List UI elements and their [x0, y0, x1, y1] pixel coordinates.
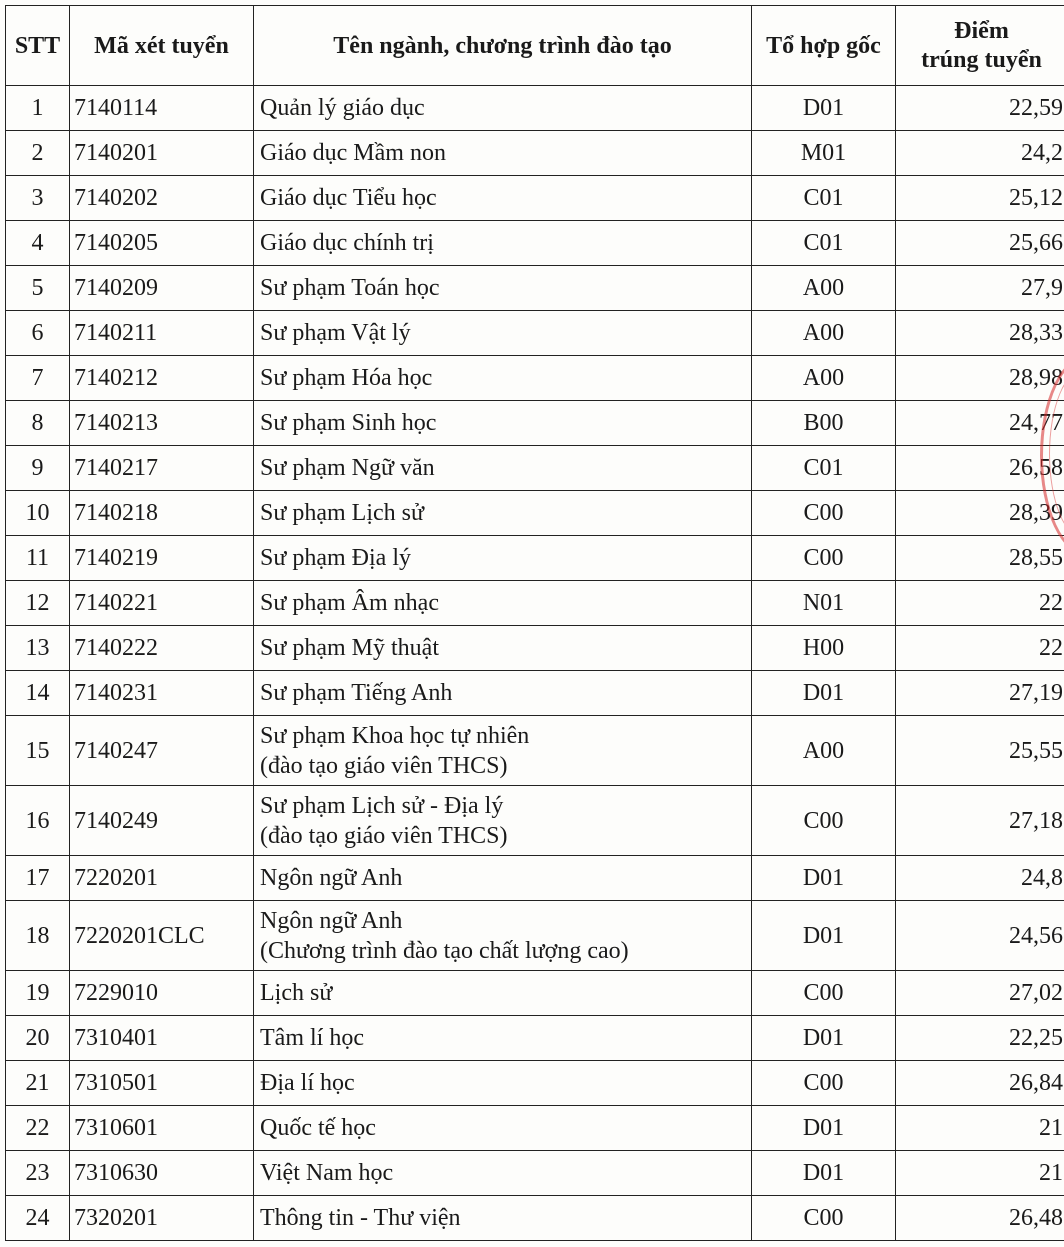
row-program-name-line: Thông tin - Thư viện [260, 1205, 461, 1231]
header-score [896, 6, 1064, 86]
row-score: 26,58 [896, 446, 1064, 491]
row-score: 22 [896, 581, 1064, 626]
row-program-name [254, 856, 752, 901]
row-program-name-line: Sư phạm Âm nhạc [260, 590, 439, 616]
row-score: 26,84 [896, 1061, 1064, 1106]
row-program-name-line: Tâm lí học [260, 1025, 364, 1051]
row-score: 24,8 [896, 856, 1064, 901]
row-score: 24,77 [896, 401, 1064, 446]
row-program-name [254, 536, 752, 581]
row-combo: C00 [752, 971, 896, 1016]
header-stt: STT [6, 6, 70, 86]
row-combo: A00 [752, 311, 896, 356]
row-code: 7140221 [70, 581, 254, 626]
row-score: 28,39 [896, 491, 1064, 536]
row-combo: M01 [752, 131, 896, 176]
row-program-name-line: Sư phạm Địa lý [260, 545, 411, 571]
row-stt: 2 [6, 131, 70, 176]
row-code: 7140247 [70, 716, 254, 786]
row-program-name-line: Sư phạm Vật lý [260, 320, 411, 346]
row-stt: 12 [6, 581, 70, 626]
row-stt: 21 [6, 1061, 70, 1106]
row-program-name [254, 1196, 752, 1241]
row-code: 7310401 [70, 1016, 254, 1061]
row-program-name-line: Sư phạm Khoa học tự nhiên [260, 722, 530, 749]
row-program-name [254, 311, 752, 356]
row-combo: D01 [752, 86, 896, 131]
row-combo: D01 [752, 901, 896, 971]
table-row [6, 131, 1064, 176]
table-row [6, 671, 1064, 716]
row-combo: C01 [752, 221, 896, 266]
row-stt: 11 [6, 536, 70, 581]
row-program-name [254, 671, 752, 716]
row-program-name [254, 1106, 752, 1151]
row-stt: 15 [6, 716, 70, 786]
row-combo: C00 [752, 786, 896, 856]
row-score: 21 [896, 1151, 1064, 1196]
table-row [6, 266, 1064, 311]
row-program-name-line: Lịch sử [260, 980, 333, 1006]
row-score: 21 [896, 1106, 1064, 1151]
row-code: 7140222 [70, 626, 254, 671]
row-program-name-line: Ngôn ngữ Anh [260, 907, 403, 934]
row-combo: D01 [752, 671, 896, 716]
table-row [6, 356, 1064, 401]
header-code: Mã xét tuyển [70, 6, 254, 86]
row-code: 7220201CLC [70, 901, 254, 971]
table-row [6, 626, 1064, 671]
admission-scores-table [5, 5, 1064, 1241]
row-program-name [254, 971, 752, 1016]
row-score: 22,25 [896, 1016, 1064, 1061]
row-program-name-line: Giáo dục chính trị [260, 230, 434, 256]
row-stt: 23 [6, 1151, 70, 1196]
row-code: 7310501 [70, 1061, 254, 1106]
table-row [6, 311, 1064, 356]
row-program-name-line: Sư phạm Sinh học [260, 410, 437, 436]
row-code: 7140205 [70, 221, 254, 266]
row-program-name-line: Giáo dục Mầm non [260, 140, 446, 166]
table-row [6, 86, 1064, 131]
row-code: 7140212 [70, 356, 254, 401]
row-stt: 16 [6, 786, 70, 856]
row-combo: D01 [752, 1016, 896, 1061]
row-combo: N01 [752, 581, 896, 626]
header-score-line1: Điểm [954, 17, 1009, 44]
row-program-name [254, 1061, 752, 1106]
row-code: 7140213 [70, 401, 254, 446]
row-combo: B00 [752, 401, 896, 446]
row-program-name-line: Sư phạm Hóa học [260, 365, 433, 391]
row-score: 25,55 [896, 716, 1064, 786]
row-program-name [254, 131, 752, 176]
row-program-name [254, 901, 752, 971]
row-program-name [254, 446, 752, 491]
row-score: 27,19 [896, 671, 1064, 716]
row-program-name-line: Sư phạm Ngữ văn [260, 455, 435, 481]
row-program-name [254, 1151, 752, 1196]
row-program-name-line: Sư phạm Lịch sử - Địa lý [260, 792, 504, 819]
table-row [6, 1061, 1064, 1106]
row-combo: C01 [752, 176, 896, 221]
row-combo: C00 [752, 491, 896, 536]
row-code: 7140218 [70, 491, 254, 536]
row-code: 7140249 [70, 786, 254, 856]
row-program-name [254, 401, 752, 446]
row-score: 24,2 [896, 131, 1064, 176]
row-program-name-line: (Chương trình đào tạo chất lượng cao) [260, 937, 629, 964]
row-combo: D01 [752, 1151, 896, 1196]
row-program-name [254, 1016, 752, 1061]
table-row [6, 716, 1064, 786]
row-combo: D01 [752, 1106, 896, 1151]
row-program-name [254, 626, 752, 671]
row-stt: 9 [6, 446, 70, 491]
row-combo: C00 [752, 536, 896, 581]
row-code: 7310601 [70, 1106, 254, 1151]
row-score: 24,56 [896, 901, 1064, 971]
row-program-name [254, 716, 752, 786]
row-stt: 20 [6, 1016, 70, 1061]
row-code: 7229010 [70, 971, 254, 1016]
row-stt: 5 [6, 266, 70, 311]
row-code: 7140219 [70, 536, 254, 581]
row-combo: D01 [752, 856, 896, 901]
row-score: 25,66 [896, 221, 1064, 266]
row-score: 28,33 [896, 311, 1064, 356]
row-program-name [254, 266, 752, 311]
header-score-line2: trúng tuyển [921, 46, 1042, 73]
table-row [6, 446, 1064, 491]
row-combo: A00 [752, 716, 896, 786]
row-code: 7310630 [70, 1151, 254, 1196]
header-name: Tên ngành, chương trình đào tạo [254, 6, 752, 86]
header-row [6, 6, 1064, 86]
row-score: 27,9 [896, 266, 1064, 311]
row-code: 7140114 [70, 86, 254, 131]
row-stt: 4 [6, 221, 70, 266]
row-program-name-line: Quản lý giáo dục [260, 95, 425, 121]
row-combo: C01 [752, 446, 896, 491]
row-score: 28,55 [896, 536, 1064, 581]
row-combo: A00 [752, 356, 896, 401]
row-stt: 1 [6, 86, 70, 131]
row-program-name [254, 786, 752, 856]
table-row [6, 971, 1064, 1016]
table-row [6, 536, 1064, 581]
row-score: 22 [896, 626, 1064, 671]
table-body [6, 86, 1064, 1241]
row-stt: 17 [6, 856, 70, 901]
row-code: 7320201 [70, 1196, 254, 1241]
table-row [6, 1106, 1064, 1151]
row-code: 7140231 [70, 671, 254, 716]
row-stt: 6 [6, 311, 70, 356]
row-score: 25,12 [896, 176, 1064, 221]
table-row [6, 901, 1064, 971]
row-program-name [254, 86, 752, 131]
table-row [6, 856, 1064, 901]
row-combo: H00 [752, 626, 896, 671]
table-row [6, 491, 1064, 536]
table-row [6, 221, 1064, 266]
row-program-name [254, 356, 752, 401]
row-program-name [254, 491, 752, 536]
table-row [6, 1196, 1064, 1241]
row-score: 27,18 [896, 786, 1064, 856]
row-program-name-line: (đào tạo giáo viên THCS) [260, 752, 508, 779]
row-combo: C00 [752, 1196, 896, 1241]
row-program-name-line: Sư phạm Toán học [260, 275, 440, 301]
row-stt: 13 [6, 626, 70, 671]
row-program-name [254, 581, 752, 626]
row-stt: 22 [6, 1106, 70, 1151]
row-score: 27,02 [896, 971, 1064, 1016]
row-program-name-line: Giáo dục Tiểu học [260, 185, 437, 211]
row-stt: 14 [6, 671, 70, 716]
row-stt: 10 [6, 491, 70, 536]
row-stt: 18 [6, 901, 70, 971]
row-program-name-line: Ngôn ngữ Anh [260, 865, 403, 891]
row-score: 26,48 [896, 1196, 1064, 1241]
row-code: 7140202 [70, 176, 254, 221]
row-score: 28,98 [896, 356, 1064, 401]
row-program-name-line: Địa lí học [260, 1070, 355, 1096]
row-program-name-line: Việt Nam học [260, 1160, 394, 1186]
header-combo: Tổ hợp gốc [752, 6, 896, 86]
row-code: 7140217 [70, 446, 254, 491]
table-row [6, 581, 1064, 626]
row-score: 22,59 [896, 86, 1064, 131]
table-row [6, 401, 1064, 446]
row-stt: 24 [6, 1196, 70, 1241]
row-stt: 8 [6, 401, 70, 446]
row-program-name [254, 176, 752, 221]
row-program-name [254, 221, 752, 266]
row-stt: 7 [6, 356, 70, 401]
row-code: 7140201 [70, 131, 254, 176]
row-stt: 19 [6, 971, 70, 1016]
row-program-name-line: Sư phạm Tiếng Anh [260, 680, 453, 706]
row-program-name-line: Sư phạm Lịch sử [260, 500, 425, 526]
table-row [6, 1151, 1064, 1196]
row-program-name-line: Sư phạm Mỹ thuật [260, 635, 440, 661]
row-program-name-line: Quốc tế học [260, 1115, 376, 1141]
row-code: 7140211 [70, 311, 254, 356]
table-row [6, 176, 1064, 221]
row-code: 7220201 [70, 856, 254, 901]
row-combo: A00 [752, 266, 896, 311]
row-code: 7140209 [70, 266, 254, 311]
row-program-name-line: (đào tạo giáo viên THCS) [260, 822, 508, 849]
table-row [6, 786, 1064, 856]
row-combo: C00 [752, 1061, 896, 1106]
row-stt: 3 [6, 176, 70, 221]
table-row [6, 1016, 1064, 1061]
